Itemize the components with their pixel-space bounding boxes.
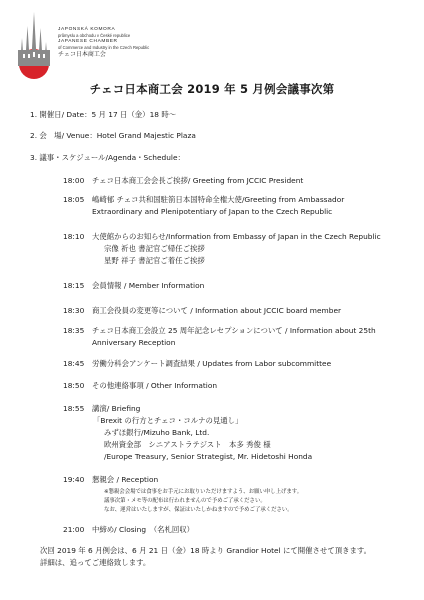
agenda-item: 会員情報 / Member Information xyxy=(92,281,205,290)
agenda-time: 19:40 xyxy=(63,475,85,484)
chamber-logo-icon xyxy=(14,8,60,80)
agenda-time: 21:00 xyxy=(63,525,85,534)
agenda-time: 18:50 xyxy=(63,381,85,390)
agenda-item: その他連絡事項 / Other Information xyxy=(92,381,218,390)
document-title: チェコ日本商工会 2019 年 5 月例会議事次第 xyxy=(89,82,335,96)
reception-note: 議事次第・メモ等の配布は行われませんので予めご了承ください。 xyxy=(104,498,266,504)
org-subtitle-english: of Commerce and Industry in the Czech Republic xyxy=(58,44,150,50)
agenda-time: 18:10 xyxy=(63,232,85,241)
agenda-item: 商工会役員の変更等について / Information about JCCIC board member xyxy=(92,306,342,315)
footer-details-note: 詳細は、追ってご連絡致します。 xyxy=(40,558,151,567)
agenda-item: チェコ日本商工会会長ご挨拶/ Greeting from JCCIC President xyxy=(92,176,304,185)
agenda-item: 大使館からのお知らせ/Information from Embassy of Japan in the Czech Republic xyxy=(92,232,381,241)
agenda-item: チェコ日本商工会設立 25 周年記念レセプションについて / Information about 25th xyxy=(92,326,376,335)
agenda-time: 18:55 xyxy=(63,404,85,413)
agenda-subitem: 欧州資金部 シニアストラテジスト 本多 秀俊 様 xyxy=(104,440,271,449)
reception-note: ※懇親会会場では食事をお手元にお取りいただけますよう、お願い申し上げます。 xyxy=(104,489,303,495)
agenda-item: 労働分科会アンケート調査結果 / Updates from Labor subcommittee xyxy=(92,359,332,368)
agenda-subitem: /Europe Treasury, Senior Strategist, Mr. Hidetoshi Honda xyxy=(104,452,313,461)
org-name-czech: JAPONSKÁ KOMORA xyxy=(58,27,116,32)
reception-note: なお、運営はいたしますが、保証はいたしかねますので予めご了承ください。 xyxy=(104,507,293,513)
agenda-item: 懇親会 / Reception xyxy=(92,475,159,484)
section-venue: 2. 会 場/ Venue：Hotel Grand Majestic Plaza xyxy=(30,131,196,140)
agenda-subitem: 宗像 祈也 書記官ご帰任ご挨拶 xyxy=(104,244,205,253)
organization-name-block xyxy=(58,28,258,58)
agenda-time: 18:15 xyxy=(63,281,85,290)
agenda-time: 18:05 xyxy=(63,195,85,204)
agenda-item: 講演/ Briefing xyxy=(92,404,141,413)
agenda-item-continued: Anniversary Reception xyxy=(92,338,176,347)
org-subtitle-czech: průmyslu a obchodu v České republice xyxy=(58,32,131,38)
org-name-japanese: チェコ日本商工会 xyxy=(58,52,106,58)
footer-next-meeting: 次回 2019 年 6 月例会は、6 月 21 日（金）18 時より Grandior Hotel にて開催させて頂きます。 xyxy=(40,546,372,555)
section-agenda: 3. 議事・スケジュール/Agenda・Schedule： xyxy=(30,153,185,162)
section-date: 1. 開催日/ Date：5 月 17 日（金）18 時～ xyxy=(30,110,177,119)
agenda-subitem: みずほ銀行/Mizuho Bank, Ltd. xyxy=(104,428,210,437)
agenda-item: 中締め/ Closing （名札回収） xyxy=(92,525,195,534)
agenda-time: 18:30 xyxy=(63,306,85,315)
agenda-item-continued: Extraordinary and Plenipotentiary of Japan to the Czech Republic xyxy=(92,207,333,216)
briefing-topic: 「Brexit の行方とチェコ・コルナの見通し」 xyxy=(93,416,243,425)
agenda-subitem: 星野 祥子 書記官ご着任ご挨拶 xyxy=(104,256,205,265)
org-name-english: JAPANESE CHAMBER xyxy=(58,39,118,44)
agenda-time: 18:00 xyxy=(63,176,85,185)
agenda-time: 18:45 xyxy=(63,359,85,368)
agenda-time: 18:35 xyxy=(63,326,85,335)
agenda-item: 嶋崎郁 チェコ共和国駐箚日本国特命全権大使/Greeting from Ambassador xyxy=(92,195,345,204)
